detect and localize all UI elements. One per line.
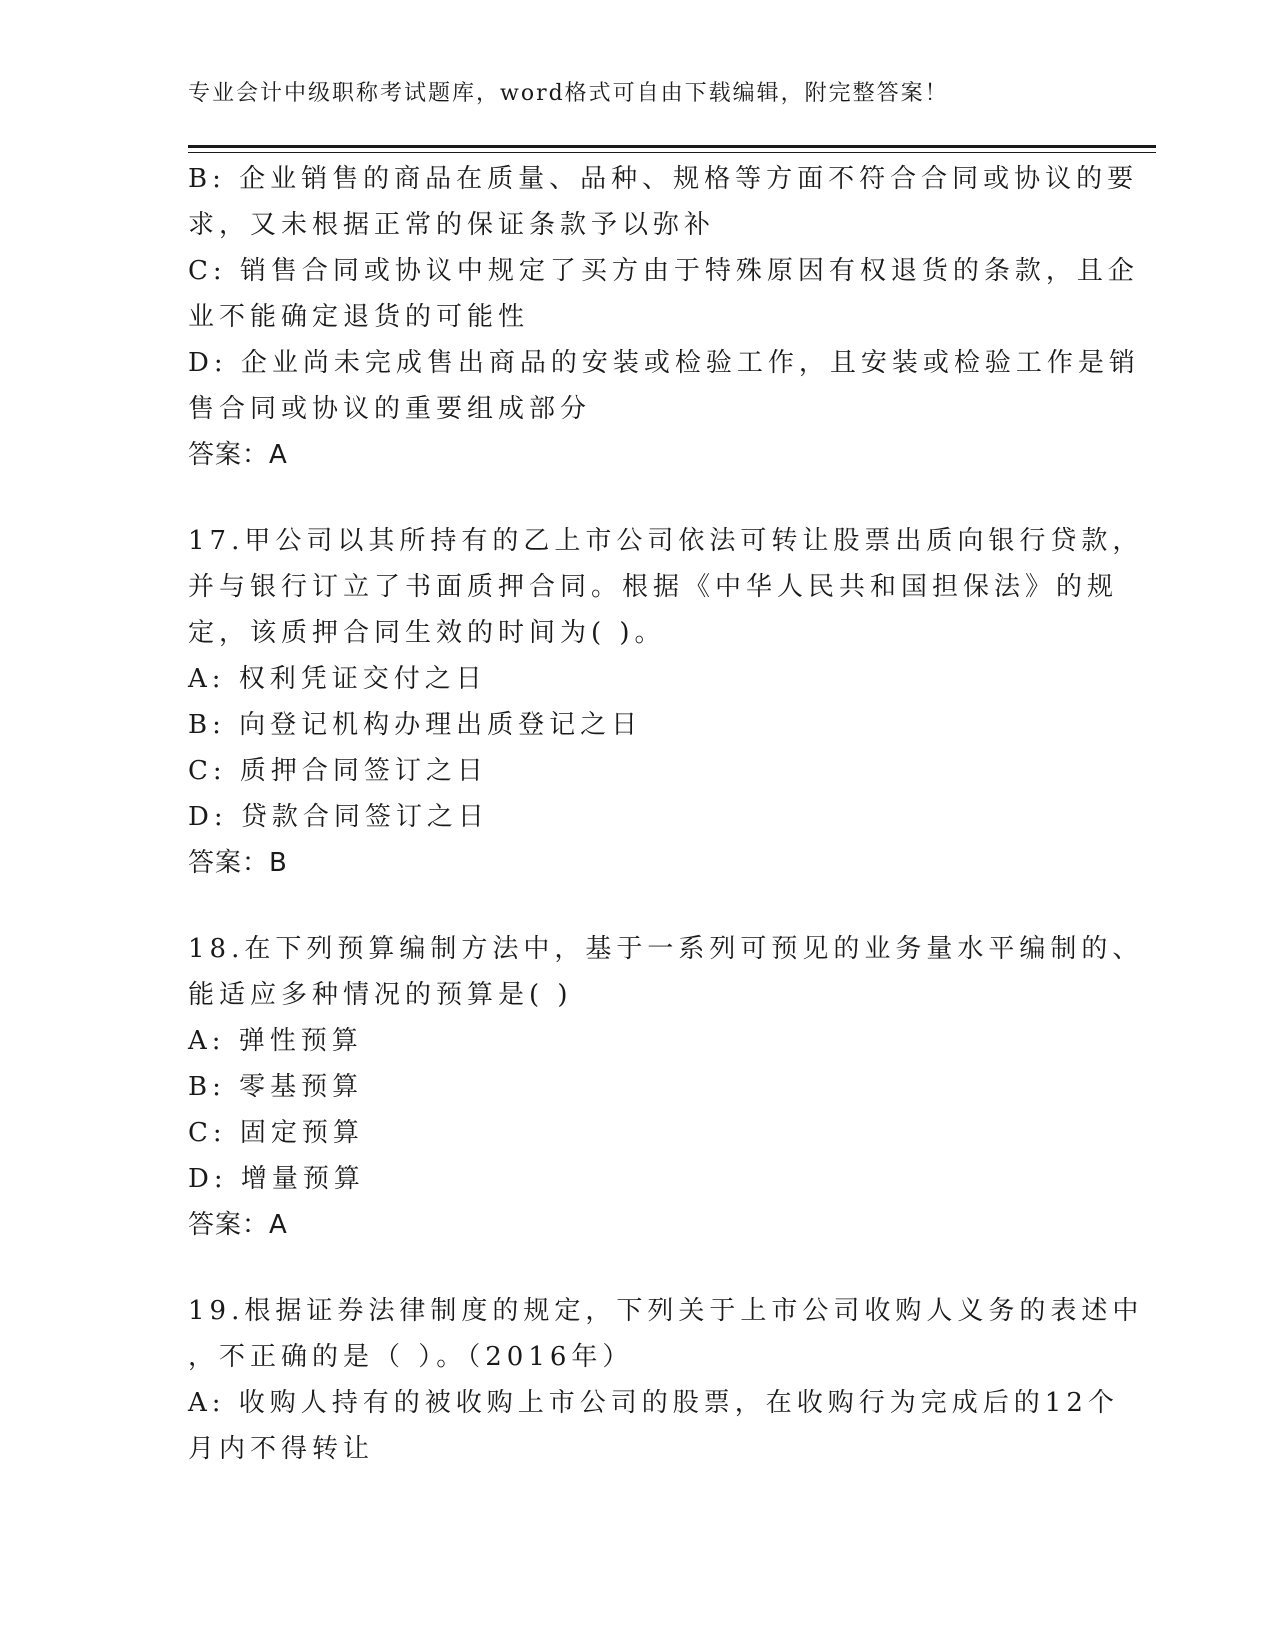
option-b: B: 向登记机构办理出质登记之日	[188, 710, 643, 740]
option-line: 业不能确定退货的可能性	[188, 302, 530, 332]
header-rule-thick	[188, 145, 1156, 148]
option-d: D: 增量预算	[188, 1164, 365, 1194]
answer-label: 答案：B	[188, 848, 288, 878]
question-18	[188, 926, 1144, 1248]
option-b	[188, 156, 1139, 248]
question-stem-line: 19.根据证券法律制度的规定，下列关于上市公司收购人义务的表述中	[188, 1296, 1144, 1326]
question-stem-line: 并与银行订立了书面质押合同。根据《中华人民共和国担保法》的规	[188, 572, 1119, 602]
document-content	[188, 156, 1144, 1512]
option-c: C: 固定预算	[188, 1118, 364, 1148]
option-b: B: 零基预算	[188, 1072, 364, 1102]
option-a	[188, 1380, 1119, 1472]
option-line: 求，又未根据正常的保证条款予以弥补	[188, 210, 716, 240]
question-stem-line: ，不正确的是（ ）。（2016年）	[188, 1342, 634, 1372]
option-line: A: 收购人持有的被收购上市公司的股票，在收购行为完成后的12个	[188, 1388, 1119, 1418]
question-16-tail	[188, 156, 1140, 478]
header-rule-thin	[188, 152, 1156, 153]
question-stem-line: 能适应多种情况的预算是( )	[188, 980, 573, 1010]
answer-label: 答案：A	[188, 440, 288, 470]
option-line: 售合同或协议的重要组成部分	[188, 394, 592, 424]
option-d: D: 贷款合同签订之日	[188, 802, 489, 832]
option-c: C: 质押合同签订之日	[188, 756, 488, 786]
question-stem-line: 18.在下列预算编制方法中，基于一系列可预见的业务量水平编制的、	[188, 934, 1144, 964]
question-17	[188, 518, 1144, 886]
question-19	[188, 1288, 1144, 1472]
option-a: A: 弹性预算	[188, 1026, 363, 1056]
option-line: D: 企业尚未完成售出商品的安装或检验工作，且安装或检验工作是销	[188, 348, 1140, 378]
header-note: 专业会计中级职称考试题库，word格式可自由下载编辑，附完整答案！	[188, 81, 949, 106]
answer-label: 答案：A	[188, 1210, 288, 1240]
option-line: C: 销售合同或协议中规定了买方由于特殊原因有权退货的条款，且企	[188, 256, 1139, 286]
option-c	[188, 248, 1139, 340]
question-stem-line: 17.甲公司以其所持有的乙上市公司依法可转让股票出质向银行贷款，	[188, 526, 1144, 556]
option-a: A: 权利凭证交付之日	[188, 664, 487, 694]
option-d	[188, 340, 1140, 432]
option-line: 月内不得转让	[188, 1434, 375, 1464]
question-stem-line: 定，该质押合同生效的时间为( )。	[188, 618, 666, 648]
option-line: B: 企业销售的商品在质量、品种、规格等方面不符合合同或协议的要	[188, 164, 1139, 194]
